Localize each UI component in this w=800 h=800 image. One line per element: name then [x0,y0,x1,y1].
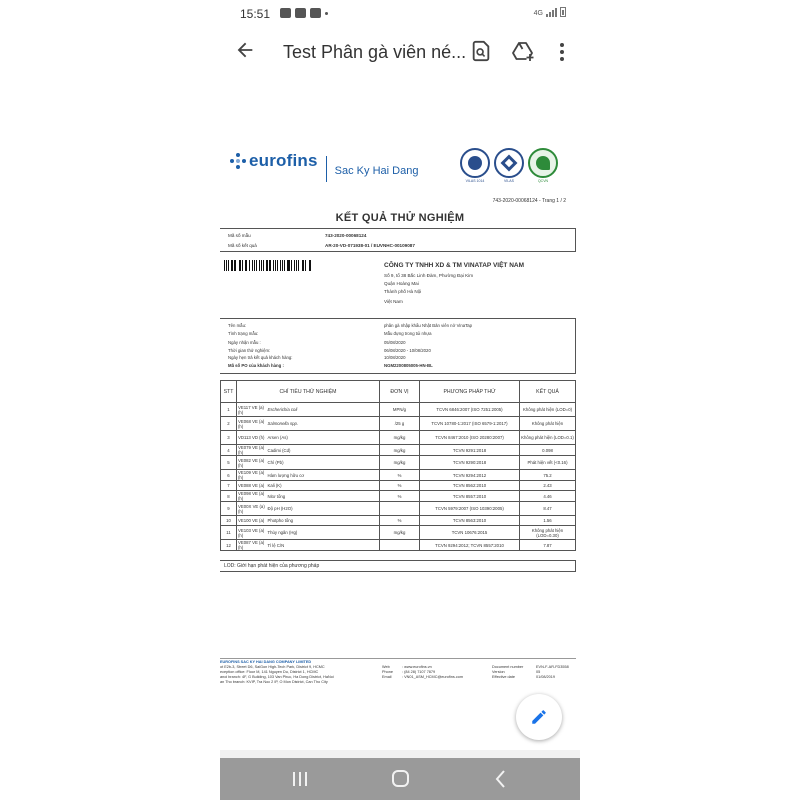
row-result: 1.56 [520,516,576,526]
footer-doc-value: EVN-F-AR-FD3558 [536,665,569,669]
row-stt: 1 [221,403,237,417]
customer-address-line: Việt Nam [384,299,403,304]
system-nav-bar [220,758,580,800]
footer-contact-value: : (84 28) 7107 7879 [402,670,436,674]
row-stt: 6 [221,470,237,481]
footer-doc-values [536,665,569,680]
row-method: TCVN 6846:2007 (ISO 7251:2005) [420,403,520,417]
row-result: 0.098 [520,445,576,456]
row-stt: 11 [221,526,237,540]
footer-doc-label: Version [492,670,505,674]
footer-doc-value: 01/08/2019 [536,675,556,679]
header-result: KẾT QUẢ [520,381,576,403]
row-test-name: Cadimi (Cd) [267,445,380,456]
row-test-code: VE087 VE (a)(h) [237,540,267,551]
edit-fab-button[interactable] [516,694,562,740]
results-row [221,526,576,540]
row-test-name: Kali (K) [267,481,380,491]
footer-address-line: anoi branch: 4F, G Building, 103 Van Phuc, Ha Dong District, HaNoi [220,675,334,679]
row-result: 75.2 [520,470,576,481]
photo-notification-icon [280,8,291,18]
app-bar [220,28,580,78]
row-test-name: Salmonella spp. [267,417,380,431]
row-result: Không phát hiện [520,417,576,431]
add-to-drive-button[interactable] [511,40,535,64]
leaf-seal-icon: QCVN [528,148,558,178]
row-test-code: VE109 VE (a)(h) [237,470,267,481]
results-row [221,431,576,445]
more-notifications-dot [325,12,328,15]
back-chevron-icon [486,768,516,790]
row-unit: % [380,470,420,481]
document-title: Test Phân gà viên né... [283,42,467,62]
row-test-name: Hàm lượng hữu cơ [267,470,380,481]
back-nav-button[interactable] [486,768,516,790]
row-unit: mg/kg [380,456,420,470]
customer-address-line: Quận Hoàng Mai [384,281,419,286]
row-result: 7.87 [520,540,576,551]
row-test-code: VE088 VE (a) [237,481,267,491]
results-header-row [221,381,576,403]
footer-contact-value: : www.eurofins.vn [402,665,432,669]
row-unit [380,540,420,551]
results-row [221,540,576,551]
lod-note: LOD: Giới hạn phát hiện của phương pháp [220,560,576,572]
logo-subtitle: Sac Ky Hai Dang [334,165,419,177]
vilas-seal-icon: VILAS 1014 [460,148,490,178]
row-test-code: VD113 VD (h) [237,431,267,445]
eurofins-logo [230,148,419,177]
row-test-code: VE00X VE (a)(h) [238,503,265,514]
status-time: 15:51 [240,7,271,21]
eurofins-logo-mark [230,153,246,169]
row-unit: mg/kg [380,431,420,445]
document-page [220,80,580,750]
customer-block [384,262,524,306]
cloud-notification-icon [310,8,321,18]
phone-screen [220,0,580,800]
row-method: TCVN 10676:2015 [420,526,520,540]
row-test-name: Thủy ngân (Hg) [267,526,380,540]
row-method: TCVN 10780-1:2017 (ISO 6579-1:2017) [420,417,520,431]
report-ids-box [220,228,576,252]
results-row [221,491,576,502]
results-row [221,456,576,470]
header-test-item: CHỈ TIÊU THỬ NGHIỆM [237,381,380,403]
header-method: PHƯƠNG PHÁP THỬ [420,381,520,403]
row-method: TCVN 8562:2010 [420,481,520,491]
pencil-edit-icon [530,708,548,726]
results-row [221,481,576,491]
row-method: TCVN 9294:2012; TCVN 8557:2010 [420,540,520,551]
report-reference: 743-2020-00068124 - Trang 1 / 2 [492,198,566,204]
row-result: 2.43 [520,481,576,491]
row-result: Không phát hiện (LOD=0) [520,403,576,417]
row-stt: 5 [221,456,237,470]
footer-contact-label: Email [382,675,392,679]
row-unit: mg/kg [380,445,420,456]
status-right [534,7,566,17]
home-button[interactable] [385,768,415,790]
footer-address-line: ot E2b-3, Street D6, SaiGon High-Tech Park, District 9, HCMC [220,665,325,669]
row-test-code: VE098 VE (a)(h) [237,491,267,502]
row-method: TCVN 5979:2007 (ISO 10390:2005) [420,502,520,516]
message-notification-icon [295,8,306,18]
document-viewer[interactable] [220,80,580,758]
home-icon [385,768,415,790]
row-stt: 12 [221,540,237,551]
search-in-document-icon [470,40,492,62]
row-test-name: Nitơ tổng [267,491,380,502]
customer-name: CÔNG TY TNHH XD & TM VINATAP VIỆT NAM [384,262,524,269]
row-method: TCVN 9290:2018 [420,456,520,470]
row-test-code: VE079 VE (a)(h) [237,445,267,456]
recents-icon [285,768,315,790]
row-stt: 7 [221,481,237,491]
row-test-name: Tỉ lệ C/N [267,540,380,551]
footer-divider [220,658,576,659]
footer-doc-label: Effective date [492,675,515,679]
sample-id-label: Mã số mẫu [228,233,251,238]
footer-contact-label: Web [382,665,390,669]
row-unit: % [380,481,420,491]
row-test-code: VE068 VE (a)(h) [237,417,267,431]
logo-word: eurofins [249,151,318,170]
accreditation-seal-icon: VILAS [494,148,524,178]
logo-divider [326,156,327,182]
result-id-value: AR-20-VD-071938-01 / EUVNHC-00109087 [325,243,415,248]
arrow-left-icon [234,39,256,61]
footer-contact-value: : VN01_ASM_HCMC@eurofins.com [402,675,464,679]
row-test-code: VE103 VE (a)(h) [237,526,267,540]
row-test-code: VE100 VE (a) [237,516,267,526]
sample-id-value: 743-2020-00068124 [325,233,367,238]
row-result: 8.47 [520,502,576,516]
back-button[interactable] [232,39,258,65]
sample-info-box: Tên mẫu: phân gà nhập khẩu Nhật Bản viên nở VinaTap Tình trạng mẫu: Mẫu đựng trong túi nhựa Ngày nhận mẫu : 05/08/2020 Thời gian thử nghiệm: 06/08/2020 - 10/08/2020 Ngày hẹn trả kết quả khách hàng: 10/08/2020 Mã số PO của khách hàng : NGM2200805005-HN-BL [220,318,576,374]
row-unit: MPN/g [380,403,420,417]
results-row [221,403,576,417]
footer-doc-value: 05 [536,670,541,674]
row-result: Phát hiện vết (<0.16) [520,456,576,470]
row-test-name: Photpho tổng [267,516,380,526]
results-row [221,516,576,526]
results-table [220,380,576,551]
footer-contact-labels [382,665,393,680]
report-title: KẾT QUẢ THỬ NGHIỆM [335,212,465,224]
row-method: TCVN 8563:2010 [420,516,520,526]
footer-address-line: eception office: Floor M, 141 Nguyen Du, District 1, HCMC [220,670,319,674]
status-bar [220,0,580,28]
footer-address [220,660,334,685]
results-row [221,502,576,516]
battery-icon [560,7,566,17]
search-in-document-button[interactable] [470,40,494,64]
row-unit: /25 g [380,417,420,431]
row-stt: 4 [221,445,237,456]
row-unit: % [380,491,420,502]
customer-address-line: Số 9, tổ 38 Bắc Linh Đàm, Phường Đại Kim [384,273,474,278]
row-result: Không phát hiện (LOD=0.1) [520,431,576,445]
row-test-name: Chì (Pb) [267,456,380,470]
header-stt: STT [221,381,237,403]
row-stt: 2 [221,417,237,431]
row-stt: 10 [221,516,237,526]
footer-address-line: an Tho branch: KVIP, Tra Noc 2 IP, O Mon District, Can Tho City [220,680,328,684]
results-row [221,445,576,456]
footer-contact-label: Phone [382,670,393,674]
footer-company: EUROFINS SAC KY HAI DANG COMPANY LIMITED [220,660,312,664]
row-unit [380,502,420,516]
signal-icon [546,7,557,17]
row-method: TCVN 9291:2018 [420,445,520,456]
row-unit: % [380,516,420,526]
network-type: 4G [533,10,543,17]
more-options-button[interactable] [550,40,574,64]
footer-doc-labels [492,665,523,680]
results-row [221,417,576,431]
add-to-drive-icon [511,40,535,64]
row-test-code: VE082 VE (a)(h) [237,456,267,470]
footer-doc-label: Document number [492,665,524,669]
row-method: TCVN 9294:2012 [420,470,520,481]
row-method: TCVN 8467:2010 (ISO 20280:2007) [420,431,520,445]
row-stt: 3 [221,431,237,445]
notification-icons [280,8,328,18]
row-result: 4.46 [520,491,576,502]
row-stt: 9 [221,502,237,516]
results-row [221,470,576,481]
footer-contact-values [402,665,463,680]
more-vertical-icon [550,40,574,64]
row-result: Không phát hiện (LOD=0.30) [520,526,576,540]
row-test-code: VE117 VE (a)(h) [237,403,267,417]
recents-button[interactable] [285,768,315,790]
row-test-name: Độ pH (H2O) [267,502,380,516]
row-test-name: Arsen (As) [267,431,380,445]
accreditation-seals [460,148,558,183]
row-unit: mg/kg [380,526,420,540]
row-test-name: Escherichia coli [267,403,380,417]
header-unit: ĐƠN VỊ [380,381,420,403]
row-method: TCVN 8557:2010 [420,491,520,502]
row-stt: 8 [221,491,237,502]
customer-address-line: Thành phố Hà Nội [384,289,422,294]
barcode-icon [224,260,312,271]
result-id-label: Mã số kết quả [228,243,257,248]
